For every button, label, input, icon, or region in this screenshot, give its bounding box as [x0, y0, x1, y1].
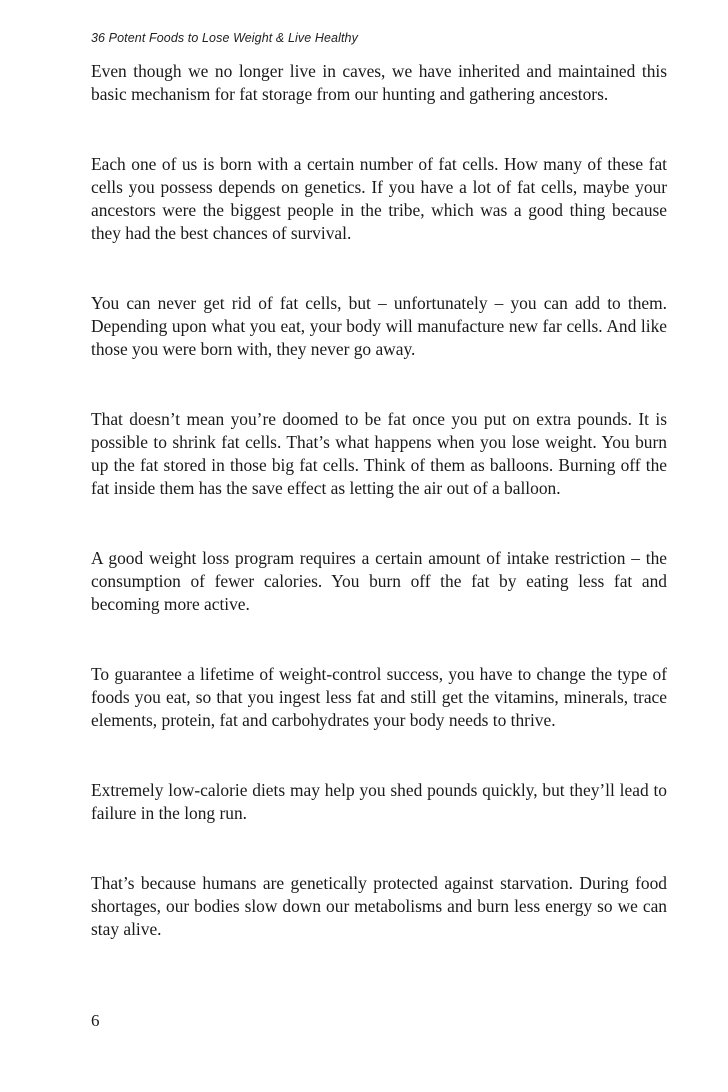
body-text	[91, 60, 667, 941]
paragraph-5: A good weight loss program requires a certain amount of intake restriction – the consumption of fewer calories. You burn off the fat by eating less fat and becoming more active.	[91, 548, 667, 614]
running-header: 36 Potent Foods to Lose Weight & Live Healthy	[91, 31, 358, 45]
paragraph-1: Even though we no longer live in caves, we have inherited and maintained this basic mechanism for fat storage from our hunting and gathering ancestors.	[91, 61, 667, 104]
page-number: 6	[91, 1011, 100, 1030]
paragraph-4: That doesn’t mean you’re doomed to be fat once you put on extra pounds. It is possible to shrink fat cells. That’s what happens when you lose weight. You burn up the fat stored in those big fat cells. Think of them as balloons. Burning off the fat inside them has the save effect as letting the air out of a balloon.	[91, 409, 667, 498]
paragraph-2: Each one of us is born with a certain number of fat cells. How many of these fat cells you possess depends on genetics. If you have a lot of fat cells, maybe your ancestors were the biggest people in the tribe, which was a good thing because they had the best chances of survival.	[91, 154, 667, 243]
paragraph-6: To guarantee a lifetime of weight-control success, you have to change the type of foods you eat, so that you ingest less fat and still get the vitamins, minerals, trace elements, protein, fat and carbohydrates your body needs to thrive.	[91, 664, 667, 730]
paragraph-3: You can never get rid of fat cells, but – unfortunately – you can add to them. Depending upon what you eat, your body will manufacture new far cells. And like those you were born with, they never go away.	[91, 293, 667, 359]
paragraph-8: That’s because humans are genetically protected against starvation. During food shortages, our bodies slow down our metabolisms and burn less energy so we can stay alive.	[91, 873, 667, 939]
paragraph-7: Extremely low-calorie diets may help you shed pounds quickly, but they’ll lead to failure in the long run.	[91, 780, 667, 823]
